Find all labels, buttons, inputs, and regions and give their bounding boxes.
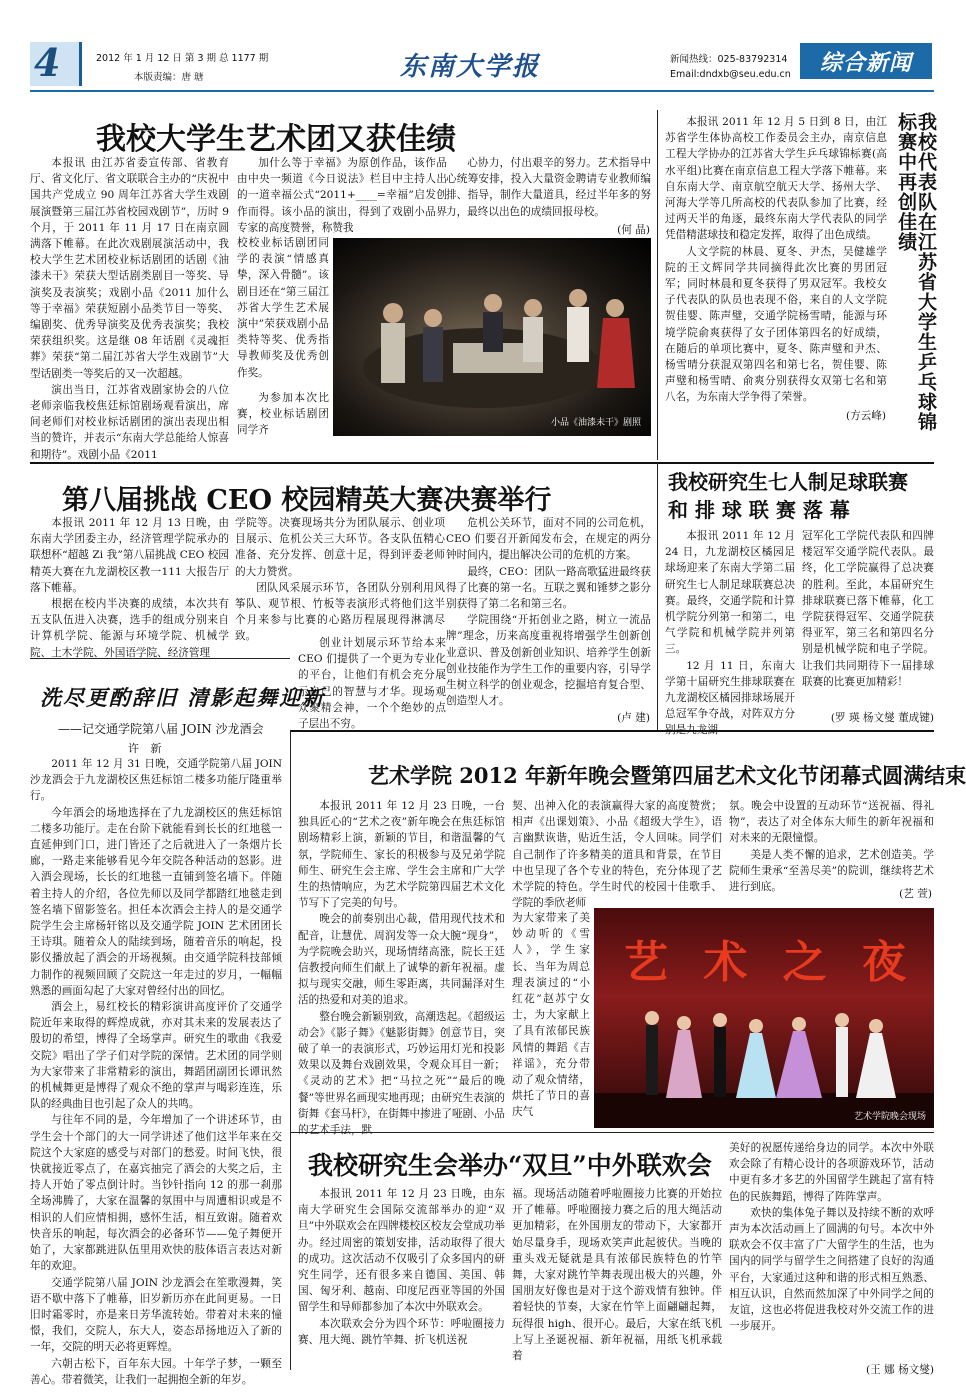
troupe-col2-bottom [237,390,329,446]
salon-body [30,756,282,1386]
ceo-p7: 最终，CEO：团队一路高歌猛进最终获得了比赛的第一名。互联之翼和锤梦之影分别获得了第二名和第三名。 [446,565,651,611]
gala-p4: 契、出神入化的表演赢得大家的高度赞赏；相声《出课划策》、小品《超级大学生》，语言幽默诙谐，贴近生活，令人回味。同学们自己制作了许多精美的道具和背景，在节目中也呈现了各个专业的特色，充分体现了艺术学院的特色。学生时代的校园十佳歌手、学院的季欣老师 [512,800,722,910]
ceo-p1: 本报讯 2011 年 12 月 13 日晚，由东南大学团委主办，经济管理学院承办的联想杯“超越 Zi 我”第八届挑战 CEO 校园精英大赛在九龙湖校区教一111 大报告厅落下帷幕。 [30,517,229,594]
gala-col2-bottom [512,910,590,1128]
troupe-headline: 我校大学生艺术团又获佳绩 [96,122,456,157]
troupe-p3: 加什么等于幸福》为原创作品，该作品由中央一频道《今日说法》栏目中主持人出的一道幸福公式“2011+____=幸福”启发创作而得。该小品的演出，得到了戏剧小品界专家的高度赞誉，称赞我 [237,157,447,234]
gala-col1 [298,798,505,1137]
troupe-p4: 校校业标话剧团同学的表演“情感真挚，深入骨髓”。该剧目还在“第三届江苏省大学生艺术展演中”荣获戏剧小品类特等奖、优秀指导教师奖及优秀创作奖。 [237,237,329,379]
pingpong-p2: 人文学院的林晨、夏冬、尹杰，吴健雄学院的王文辉同学共同摘得此次比赛的男团冠军；同时林晨和夏冬获得了男双冠军。我校女子代表队的队员也表现不俗，来自的人文学院贺佳婴、陈声璧，交通学院杨雪晴，能源与环境学院俞爽获得了女子团体第四名的好成绩，在随后的单项比赛中，夏冬、陈声璧和尹杰、杨雪晴分获混双第四名和第七名，贺佳婴、陈声璧和杨雪晴、俞爽分别获得女双第七名和第八名，为东南大学争得了荣誉。 [665,245,887,404]
gsa-p5: 欢快的集体兔子舞以及持续不断的欢呼声为本次活动画上了圆满的句号。本次中外联欢会不仅丰富了广大留学生的生活，也为国内的同学与留学生之间搭建了良好的沟通平台，大家通过这种和谐的形式相互熟悉、相互认识，自然而然加深了中外同学之间的友谊，这也必将促进我校对外交流工作的进一步展开。 [729,1206,934,1333]
ceo-col3 [446,515,651,715]
gala-p7: 美是人类不懈的追求，艺术创造美。学院师生秉承“至善尽美”的院训，继续将艺术进行到底。 [729,848,934,894]
ceo-col2 [235,515,445,643]
gala-col3 [729,798,934,898]
troupe-p2: 演出当日，江苏省戏剧家协会的八位老师亲临我校焦廷标馆剧场观看演出，席间老师们对校业标话剧团的演出表现出相当的赞许，并表示“东南大学总能给人惊喜和期待”。戏剧小品《2011 [30,383,229,461]
news-hotline: 新闻热线：025-83792314 [670,54,788,65]
gsa-col1 [298,1186,505,1376]
section-tag: 综合新闻 [800,43,932,79]
ceo-byline: (卢 建) [617,712,650,724]
troupe-byline: (何 晶) [617,224,650,236]
football-headline-2: 和 排 球 联 赛 落 幕 [668,498,850,522]
salon-p2: 今年酒会的场地选择在了九龙湖校区的焦廷标馆二楼多功能厅。走在台阶下就能看到长长的红地毯一直延伸到门口，进门皆还了之后就进入了一条烟片长廊，一路走来能够看见今年交院各种活动的怒影。进入酒会现场，长长的红地毯一直铺到签名墙下。伴随着主持人的介绍，各位先师以及同学都踏红地毯走到签名墙下留影签名。担任本次酒会主持人的是交通学院学生会主席杨轩铭以及交通学院 JOIN 艺术团团长王诗琪。随着众人的陆续到场，随着音乐的响起，投影仪播放起了酒会的开场视频。由交通学院科技部倾力制作的视频回顾了交院这一年走过的岁月，一幅幅熟悉的画面勾起了大家对曾经付出的回忆。 [30,806,282,997]
pingpong-headline: 我校代表队在江苏省大学生乒乓球锦标赛中再创佳绩 [895,112,937,432]
salon-p3: 酒会上，易红校长的精彩演讲高度评价了交通学院近年来取得的辉煌成就，亦对其未来的发展表达了殷切的希望，博得了全场掌声。研究生的歌曲《我爱交院》唱出了学子们对学院的深情。艺术团的同学则为大家带来了非常精彩的演出，舞蹈团副团长谭讯然的机械舞更是博得了观众不绝的掌声与喝彩连连，乐队的经典曲目也引起了众人的共鸣。 [30,1001,282,1111]
section-rule-3 [290,1132,934,1133]
football-col1 [665,528,795,737]
ceo-p5: 创业计划展示环节给本来 CEO 们提供了一个更为专业化的平台，让他们有机会充分展示自己的智慧与才华。现场观众聚精会神，一个个绝妙的点子层出不穷。 [298,637,446,731]
col-divider-2 [657,462,658,732]
date-line: 2012 年 1 月 12 日 第 3 期 总 1177 期 [96,53,269,64]
pingpong-body [665,114,887,442]
gala-p1: 本报讯 2011 年 12 月 23 日晚，一台独具匠心的“艺术之夜”新年晚会在焦廷标馆剧场精彩上演，新颖的节目，和谐温馨的气氛，学院师生、家长的积极参与及兄弟学院师生、研究生会主席、学生会主席和广大学生的热情响应，为艺术学院第四届艺术文化节写下了完美的句号。 [298,800,505,910]
gsa-byline: (王 娜 杨文燮) [866,1364,934,1376]
gsa-p1: 本报讯 2011 年 12 月 23 日晚，由东南大学研究生会国际交流部举办的迎“双旦”中外联欢会在四牌楼校区校友会堂成功举办。经过周密的策划安排，活动取得了很大的成功。这次活动不仅吸引了众多国内的研究生同学，还有很多来自德国、美国、韩国、匈牙利、越南、印度尼西亚等国的外国留学生和导师都参加了本次中外联欢会。 [298,1188,505,1314]
gala-p2: 晚会的前奏别出心裁，借用现代技术和配音，让慧优、周润发等一众大腕“现身”，为学院晚会助兴，现场情绪高涨，院长王廷信教授向师生们献上了诚挚的新年祝福。虚拟与现实交融，师生零距离，共同漏泽对生活的热爱和对美的追求。 [298,913,505,1007]
gala-headline: 艺术学院 2012 年新年晚会暨第四届艺术文化节闭幕式圆满结束 [368,763,966,788]
gala-photo-banner: 艺 术 之 夜 [624,937,916,988]
gala-p6: 氛。晚会中设置的互动环节“送祝福、得礼物”，表达了对全体东大师生的新年祝福和对未来的无限憧憬。 [729,800,934,845]
salon-p1: 2011 年 12 月 31 日晚，交通学院第八届 JOIN 沙龙酒会于九龙湖校区焦廷标馆二楼多功能厅隆重举行。 [30,758,282,803]
football-p3: 冠军化工学院代表队和四牌楼冠军交通学院代表队。最终，化工学院赢得了总决赛的胜利。至此，本届研究生排球联赛已落下帷幕，化工学院获得冠军、交通学院获得亚军，第三名和第四名分别是机械学院和电子学院。让我们共同期待下一届排球联赛的比赛更加精彩！ [802,530,934,688]
performers-scene-icon [594,908,934,1128]
salon-p4: 与往年不同的是，今年增加了一个讲述环节，由学生会十个部门的大一同学讲述了他们这半年来在交院这个大家庭的感受与对部门的愁爱。时间飞快，很快就接近零点了，在嘉宾抽完了酒会的大奖之后，主持人开始了零点倒计时。当钞针指向 12 的那一刹那全场沸腾了，大家在温馨的氛围中与周遭相识或是不相识的人们应情相拥，感怀生活，相互致谢。随着欢快音乐的响起，每次酒会的必备环节——兔子舞便开始了，大家都跳进队伍里用欢快的肢体语言表达对新年的欢迎。 [30,1114,282,1273]
gsa-p2: 本次联欢会分为四个环节：呼啦圈接力赛、甩大绳、跳竹竿舞、折飞机送祝 [298,1317,505,1346]
troupe-col2-mid [237,235,329,385]
troupe-p1: 本报讯 由江苏省委宣传部、省教育厅、省文化厅、省文联联合主办的“庆祝中国共产党成立 90 周年江苏省大学生戏剧展演暨第三届江苏省校园戏剧节”，历时 9 个月，于 2011 年 11 月 17 日在南京圆满落下帷幕。在此次戏剧展演活动中，我校大学生艺术团校业标话剧团的话剧《油漆未干》荣获大型话剧类剧目一等奖、导演奖及表演奖；戏剧小品《2011 加什么等于幸福》荣获短剧小品类节目一等奖、编剧奖、优秀导演奖及优秀表演奖；我校荣获组织奖。这是继 08 年话剧《灵魂拒葬》荣获“第二届江苏省大学生戏剧节”大型话剧类一等奖后的又一次超越。 [30,157,229,380]
pingpong-byline: (方云峰) [845,410,886,422]
troupe-col2-top [237,155,447,235]
salon-subtitle: ——记交通学院第八届 JOIN 沙龙酒会 [58,722,264,736]
stage-scene-icon [333,238,651,436]
ceo-p2: 根据在校内半决赛的成绩，本次共有五支队伍进入决赛，选手的组成分别来自计算机学院、能源与环境学院、机械学院、土木学院、外国语学院、经济管理 [30,598,229,659]
ceo-col1 [30,515,229,659]
ceo-p4: 团队风采展示环节，各团队分别利用风筝队、观节根、竹板等表演形式将他们这半个月来参与比赛的心路历程展现得淋漓尽致。 [235,581,445,643]
col-divider-1 [657,110,658,460]
ceo-p3: 学院等。决赛现场共分为团队展示、创业项目展示、危机公关三大环节。各支队伍精心准备、充分发挥、创意十足，得到评委老师的大力赞赏。 [235,517,445,578]
salon-p5: 交通学院第八届 JOIN 沙龙酒会在笙歌漫舞，笑语不歇中落下了帷幕，旧岁新历亦在此间更易。一日旧时霜零时，亦是来日芳华流转始。带着对未来的憧憬，我们，交院人，东大人，姿态昂扬地迈入了新的一年，交院的明天必将更辉煌。 [30,1276,282,1354]
football-col2 [802,528,934,708]
editor-line: 本版责编：唐 瑭 [134,72,204,83]
troupe-photo [333,238,651,436]
gsa-col2 [512,1186,722,1376]
ceo-p8: 学院围绕“开拓创业之路，树立一流品牌”理念，历来高度重视将增强学生创新创业意识、普及创新创业知识、培养学生创新创业技能作为学生工作的重要内容，引导学生树立科学的创业观念，挖掘培育复合型、创造型人才。 [446,614,651,708]
football-p1: 本报讯 2011 年 12 月 24 日，九龙湖校区橘园足球场迎来了东南大学第二届研究生七人制足球联赛总决赛。最终，交通学院和计算机学院分列第一和第二，电气学院和机械学院并列第三。 [665,530,795,656]
salon-headline: 洗尽更酌辞旧 清影起舞迎新 [40,685,326,710]
gala-photo [594,908,934,1128]
troupe-p6: 心协力，付出艰辛的努力。艺术指导中心统筹安排，投入大量资金聘请专业教师编排、指导，制作大量道具，经过半年多的努力，最终以出色的成绩回报母校。 [446,157,651,218]
ceo-p6: 危机公关环节，面对不同的公司危机，CEO 们要召开新闻发布会，在规定的两分钟时间内，提出解决公司的危机的方案。 [446,517,651,562]
troupe-col1 [30,155,229,461]
troupe-photo-caption: 小品《油漆未干》剧照 [550,418,641,428]
salon-p6: 六朝古松下，百年东大园。十年学子梦，一颗至善心。带着微笑，让我们一起拥抱全新的年岁。 [30,1357,282,1386]
contact-email: Email:dndxb@seu.edu.cn [670,69,791,80]
gala-col2-top [512,798,722,910]
football-byline: (罗 瑛 杨文燮 董成键) [830,712,934,724]
gala-byline: (艺 萱) [899,888,932,900]
football-p2: 12 月 11 日，东南大学第十届研究生排球联赛在九龙湖校区橘园排球场展开总冠军争夺战，对阵双方分别是九龙湖 [665,659,795,737]
gala-p5: 为大家带来了美妙动听的《雪人》，学生家长、当年为周总理表演过的“小红花”赵苏宁女士，为大家献上了具有浓郁民族风情的舞蹈《吉祥谣》，充分带动了观众情绪，烘托了节日的喜庆气 [512,912,590,1119]
troupe-p5: 为参加本次比赛，校业标话剧团同学齐 [237,392,329,437]
masthead-rule [30,90,934,92]
page-number: 4 [34,40,61,85]
salon-top-rule [30,658,290,659]
section-rule-2 [290,730,934,732]
pingpong-p1: 本报讯 2011 年 12 月 5 日到 8 日，由江苏省学生体协高校工作委员会主办，南京信息工程大学协办的江苏省大学生乒乓球锦标赛(高水平组)比赛在南京信息工程大学落下帷幕。来自东南大学、南京航空航天大学、扬州大学、河海大学等几所高校的代表队参加了比赛，经过两天半的角逐，最终东南大学代表队的同学凭借精湛球技和稳定发挥，取得了出色成绩。 [665,116,887,242]
ceo-headline: 第八届挑战 CEO 校园精英大赛决赛举行 [62,485,552,516]
col-divider-3 [290,730,291,1370]
section-rule-1 [30,462,934,464]
gala-p3: 整台晚会新颖别致，高潮迭起。《超级运动会》《影子舞》《魅影街舞》创意节目，突破了单一的表演形式，巧妙运用灯光和投影效果以及舞台戏剧效果，令观众耳目一新；《灵动的艺术》把“马拉之死”“最后的晚餐”等世界名画现实地再现；由研究生表演的街舞《套马杆》，在街舞中掺进了哑剧、小品的艺术手法，默 [298,1010,505,1137]
gsa-headline: 我校研究生会举办“双旦”中外联欢会 [308,1151,712,1180]
football-headline-1: 我校研究生七人制足球联赛 [668,470,908,494]
gala-photo-caption: 艺术学院晚会现场 [853,1112,926,1122]
salon-author: 许 新 [128,742,166,755]
ceo-col2-bottom [298,635,446,731]
newspaper-logo: 东南大学报 [400,52,541,82]
gsa-col3 [729,1140,934,1362]
gsa-p3: 福。现场活动随着呼啦圈接力比赛的开始拉开了帷幕。呼啦圈接力赛之后的甩大绳活动更加精彩，在外国朋友的带动下，大家都开始尽量身手，现场欢笑声此起彼伏。当晚的重头戏无疑就是具有浓郁民族特色的竹竿舞，大家对跳竹竿舞表现出极大的兴趣，外国朋友好像也是对于这个游戏情有独钟。伴着轻快的节奏，大家在竹竿上面翩翩起舞，玩得很 high、很开心。最后，大家在纸飞机上写上圣诞祝福、新年祝福，用纸飞机承载着 [512,1188,722,1363]
gsa-p4: 美好的祝愿传递给身边的同学。本次中外联欢会除了有精心设计的各项游戏环节，活动中更有多才多艺的外国留学生跳起了富有特色的民族舞蹈，博得了阵阵掌声。 [729,1142,934,1203]
